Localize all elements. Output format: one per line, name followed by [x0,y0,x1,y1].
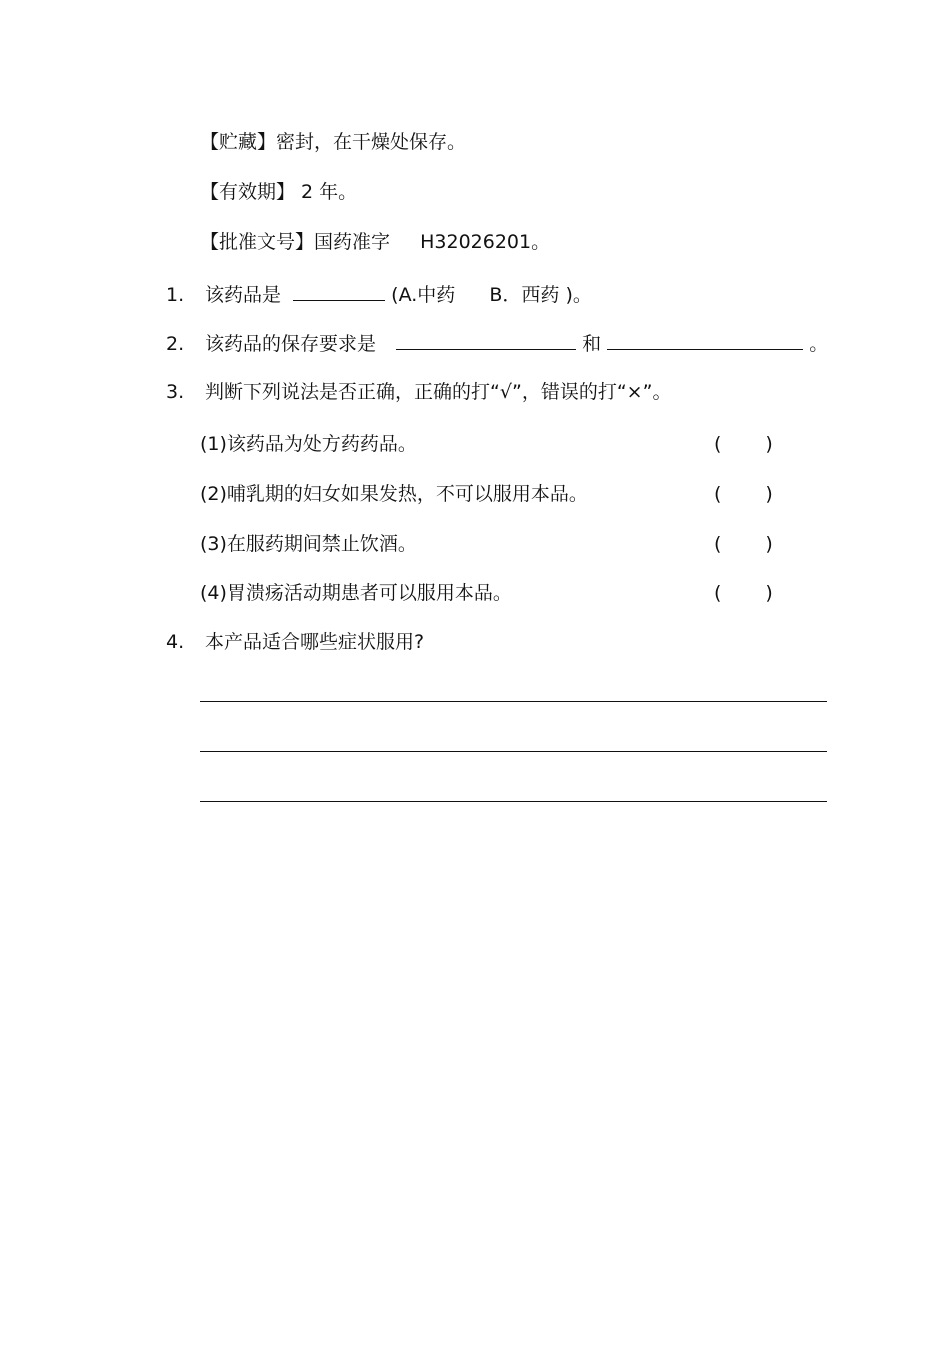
storage-text: 【贮藏】密封，在干燥处保存。 [200,131,467,153]
judge-answer-box[interactable] [714,482,773,506]
validity-text: 【有效期】 2 年。 [200,181,358,203]
judge-item [200,482,588,506]
paren-open: ( [714,533,722,555]
question-2 [166,331,828,356]
question-4-number: 4. [166,631,185,653]
question-1-option-a: (A.中药 [391,284,456,306]
judge-item-text: (4)胃溃疡活动期患者可以服用本品。 [200,582,512,604]
judge-answer-box[interactable] [714,532,773,556]
judge-item [200,432,417,456]
approval-code: H32026201。 [420,231,551,253]
judge-answer-box[interactable] [714,581,773,605]
question-2-blank-2[interactable] [607,331,803,350]
answer-line-3[interactable] [200,801,827,802]
storage-line [200,130,466,154]
paren-open: ( [714,582,722,604]
validity-line [200,180,357,204]
judge-answer-box[interactable] [714,432,773,456]
answer-line-1[interactable] [200,701,827,702]
judge-item-text: (3)在服药期间禁止饮酒。 [200,533,417,555]
question-3-number: 3. [166,381,185,403]
approval-label: 【批准文号】国药准字 [200,231,391,253]
paren-open: ( [714,483,722,505]
question-1-blank[interactable] [293,282,385,301]
question-1 [166,282,592,307]
question-1-close: )。 [565,284,592,306]
question-4-text: 本产品适合哪些症状服用? [205,631,425,653]
answer-line-2[interactable] [200,751,827,752]
question-2-text: 该药品的保存要求是 [205,333,377,355]
judge-item [200,532,417,556]
question-3-text: 判断下列说法是否正确，正确的打“√”，错误的打“×”。 [205,381,672,403]
question-2-number: 2. [166,333,185,355]
question-1-text: 该药品是 [205,284,282,306]
question-1-option-b: B．西药 [489,284,560,306]
question-1-number: 1. [166,284,185,306]
paren-close: ) [765,483,773,505]
judge-item-text: (1)该药品为处方药药品。 [200,433,417,455]
judge-item-text: (2)哺乳期的妇女如果发热，不可以服用本品。 [200,483,588,505]
approval-line [200,230,550,254]
question-4 [166,630,424,654]
question-3 [166,380,671,404]
question-2-end: 。 [809,333,829,355]
paren-close: ) [765,533,773,555]
question-2-blank-1[interactable] [396,331,576,350]
paren-close: ) [765,582,773,604]
judge-item [200,581,512,605]
question-2-and: 和 [582,333,602,355]
paren-open: ( [714,433,722,455]
paren-close: ) [765,433,773,455]
